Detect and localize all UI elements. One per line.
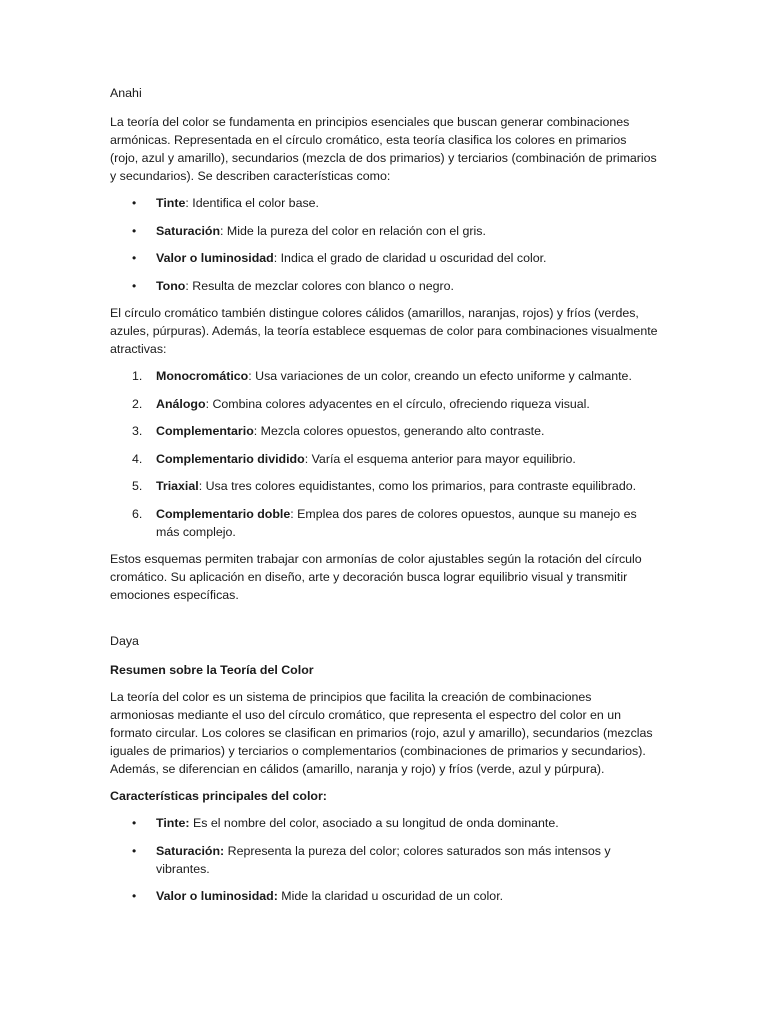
- list-item: [110, 277, 658, 295]
- term-label: Monocromático: [156, 369, 249, 383]
- document-body: [110, 84, 658, 915]
- list-item: [110, 222, 658, 240]
- list-item: [110, 249, 658, 267]
- color-temperature-paragraph: El círculo cromático también distingue colores cálidos (amarillos, naranjas, rojos) y fríos (verdes, azules, púrpuras). Además, la teoría establece esquemas de color para combinaciones visualmente atractivas:: [110, 306, 658, 356]
- term-label: Triaxial: [156, 479, 199, 493]
- section-spacer: [110, 613, 658, 632]
- author-name-daya: Daya: [110, 634, 139, 648]
- term-description: : Combina colores adyacentes en el círculo, ofreciendo riqueza visual.: [205, 396, 590, 411]
- list-number: 3.: [132, 424, 143, 438]
- intro-paragraph: La teoría del color se fundamenta en principios esenciales que buscan generar combinaciones armónicas. Representada en el círculo cromático, esta teoría clasifica los colores en primarios (rojo, azul y amarillo), secundarios (mezcla de dos primarios) y terciarios (combinación de primarios y secundarios). Se describen características como:: [110, 115, 657, 183]
- list-item: [110, 395, 658, 413]
- term-label: Análogo: [156, 396, 206, 411]
- term-description: : Indica el grado de claridad u oscuridad del color.: [273, 251, 547, 265]
- section-subtitle: Características principales del color:: [110, 789, 327, 803]
- list-item: [110, 422, 658, 440]
- author-name-anahi: Anahi: [110, 86, 142, 100]
- list-item: [110, 450, 658, 468]
- list-item: [110, 814, 658, 832]
- list-number: 4.: [132, 451, 143, 466]
- term-label: Tono: [156, 278, 186, 293]
- term-description: : Resulta de mezclar colores con blanco o negro.: [185, 278, 454, 293]
- list-number: 6.: [132, 506, 143, 521]
- list-number: 2.: [132, 396, 143, 411]
- list-item: [110, 505, 658, 541]
- term-label: Saturación:: [156, 843, 225, 858]
- bullet-icon: •: [132, 278, 137, 293]
- term-description: : Mezcla colores opuestos, generando alto contraste.: [253, 424, 545, 438]
- term-label: Saturación: [156, 223, 221, 238]
- term-label: Tinte: [156, 196, 186, 210]
- term-label: Valor o luminosidad: [156, 251, 274, 265]
- bullet-icon: •: [132, 223, 137, 238]
- list-item: [110, 887, 658, 905]
- term-description: : Emplea dos pares de colores opuestos, aunque su manejo es más complejo.: [156, 506, 637, 539]
- closing-paragraph: Estos esquemas permiten trabajar con armonías de color ajustables según la rotación del círculo cromático. Su aplicación en diseño, arte y decoración busca lograr equilibrio visual y transmitir emociones específicas.: [110, 552, 642, 602]
- bullet-icon: •: [132, 251, 137, 265]
- term-description: Es el nombre del color, asociado a su longitud de onda dominante.: [189, 816, 559, 830]
- summary-paragraph: La teoría del color es un sistema de principios que facilita la creación de combinaciones armoniosas mediante el uso del círculo cromático, que representa el espectro del color en un formato circular. Los colores se clasifican en primarios (rojo, azul y amarillo), secundarios (mezclas iguales de primarios) y terciarios o complementarios (combinaciones de primarios y secundarios). Además, se diferencian en cálidos (amarillo, naranja y rojo) y fríos (verde, azul y púrpura).: [110, 690, 653, 776]
- term-description: Representa la pureza del color; colores saturados son más intensos y vibrantes.: [156, 843, 611, 876]
- term-label: Complementario dividido: [156, 451, 305, 466]
- list-item: [110, 367, 658, 385]
- color-schemes-list: [110, 367, 658, 541]
- term-label: Tinte:: [156, 816, 190, 830]
- bullet-icon: •: [132, 889, 137, 903]
- list-item: [110, 477, 658, 495]
- list-number: 5.: [132, 479, 143, 493]
- term-label: Complementario: [156, 424, 254, 438]
- bullet-icon: •: [132, 196, 137, 210]
- term-label: Complementario doble: [156, 506, 291, 521]
- list-item: [110, 194, 658, 212]
- term-description: Mide la claridad u oscuridad de un color.: [277, 889, 504, 903]
- characteristics-list: [110, 194, 658, 295]
- term-description: : Identifica el color base.: [185, 196, 319, 210]
- list-number: 1.: [132, 369, 143, 383]
- list-item: [110, 842, 658, 878]
- term-description: : Varía el esquema anterior para mayor equilibrio.: [304, 451, 576, 466]
- bullet-icon: •: [132, 843, 137, 858]
- section-title: Resumen sobre la Teoría del Color: [110, 663, 314, 677]
- main-characteristics-list: [110, 814, 658, 905]
- term-description: : Usa tres colores equidistantes, como los primarios, para contraste equilibrado.: [198, 479, 637, 493]
- term-description: : Usa variaciones de un color, creando un efecto uniforme y calmante.: [248, 369, 632, 383]
- bullet-icon: •: [132, 816, 137, 830]
- term-description: : Mide la pureza del color en relación con el gris.: [220, 223, 486, 238]
- term-label: Valor o luminosidad:: [156, 889, 278, 903]
